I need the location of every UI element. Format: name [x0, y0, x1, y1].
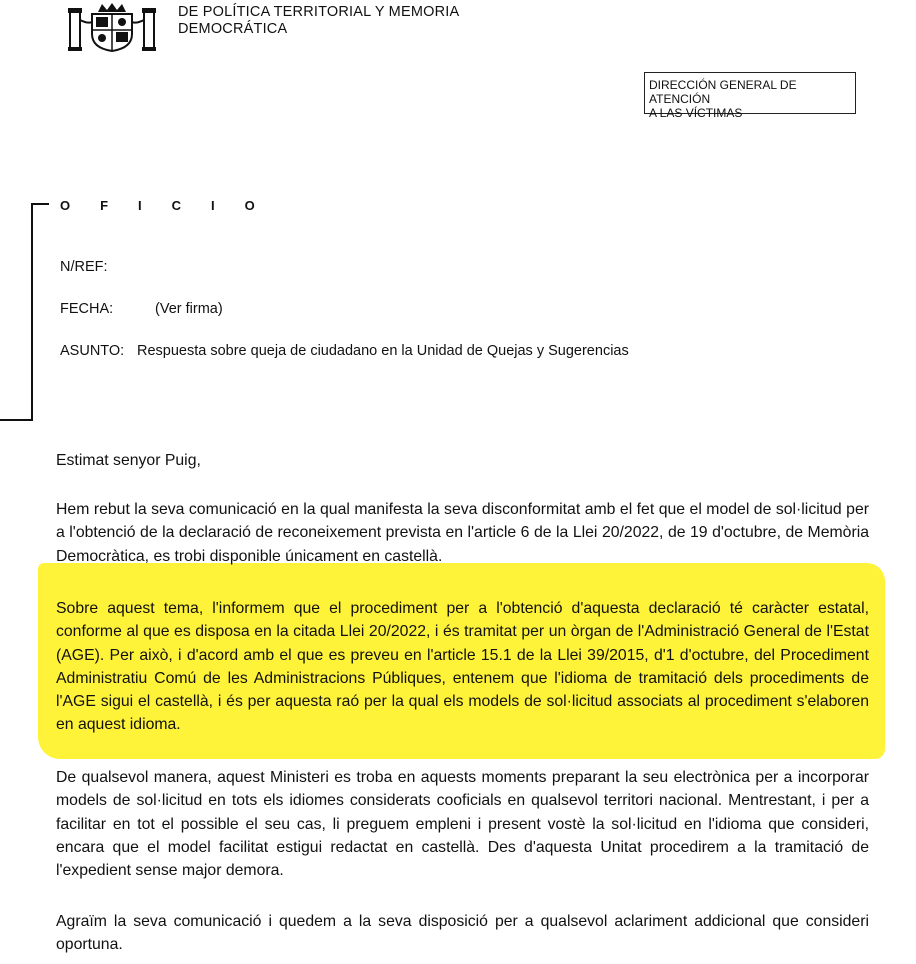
letter-paragraph-3: De qualsevol manera, aquest Ministeri es troba en aquests moments preparant la seu electrònica per a incorporar models de sol·licitud en tots els idiomes considerats cooficials en qualsevol territori nacional. Mentrestant, i per a facilitar en tot el possible el seu cas, li preguem empleni i present vostè la sol·licitud en l'idioma que consideri, encara que el model facilitat estigui redactat en castellà. Des d'aquesta Unitat procedirem a la tramitació de l'expedient sense major demora.: [56, 769, 869, 880]
asunto-value: Respuesta sobre queja de ciudadano en la Unidad de Quejas y Sugerencias: [137, 343, 629, 359]
directorate-box: [644, 72, 856, 120]
letter-paragraph-1: Hem rebut la seva comunicació en la qual manifesta la seva disconformitat amb el fet que el model de sol·licitud per a l'obtenció de la declaració de reconeixement prevista en l'article 6 de la Llei 20/2022, de 19 d'octubre, de Memòria Democràtica, es trobi disponible únicament en castellà.: [56, 501, 869, 565]
letter-greeting: Estimat senyor Puig,: [56, 452, 201, 469]
fecha-field: [60, 301, 223, 317]
coat-of-arms-icon: [68, 2, 156, 52]
letter-paragraph-4: Agraïm la seva comunicació i quedem a la seva disposició per a qualsevol aclariment addicional que consideri oportuna.: [56, 913, 869, 954]
oficio-title: OFICIO: [60, 198, 285, 213]
nref-field: [60, 259, 108, 275]
fecha-label: FECHA:: [60, 301, 114, 317]
ministry-name: [178, 4, 459, 38]
letter-paragraph-2: Sobre aquest tema, l'informem que el procediment per a l'obtenció d'aquesta declaració té caràcter estatal, conforme al que es disposa en la citada Llei 20/2022, i és tramitat per un òrgan de l'Administració General de l'Estat (AGE). Per això, i d'acord amb el que es preveu en l'article 15.1 de la Llei 39/2015, d'1 d'octubre, del Procediment Administratiu Comú de les Administracions Públiques, entenem que l'idioma de tramitació dels procediments de l'AGE sigui el castellà, i és per aquesta raó per la qual els models de sol·licitud associats al procediment s'elaboren en aquest idioma.: [56, 600, 869, 734]
bracket-vertical-line: [31, 203, 33, 421]
asunto-label: ASUNTO:: [60, 343, 125, 359]
ministry-line-1: DE POLÍTICA TERRITORIAL Y MEMORIA: [178, 4, 460, 20]
bracket-bottom-line: [0, 419, 33, 421]
fecha-value: (Ver firma): [155, 301, 223, 317]
nref-label: N/REF:: [60, 259, 108, 275]
asunto-field: [60, 343, 629, 359]
ministry-line-2: DEMOCRÁTICA: [178, 21, 288, 37]
directorate-line-1: DIRECCIÓN GENERAL DE ATENCIÓN: [649, 78, 797, 106]
bracket-top-line: [31, 203, 49, 205]
directorate-line-2: A LAS VÍCTIMAS: [649, 106, 743, 120]
